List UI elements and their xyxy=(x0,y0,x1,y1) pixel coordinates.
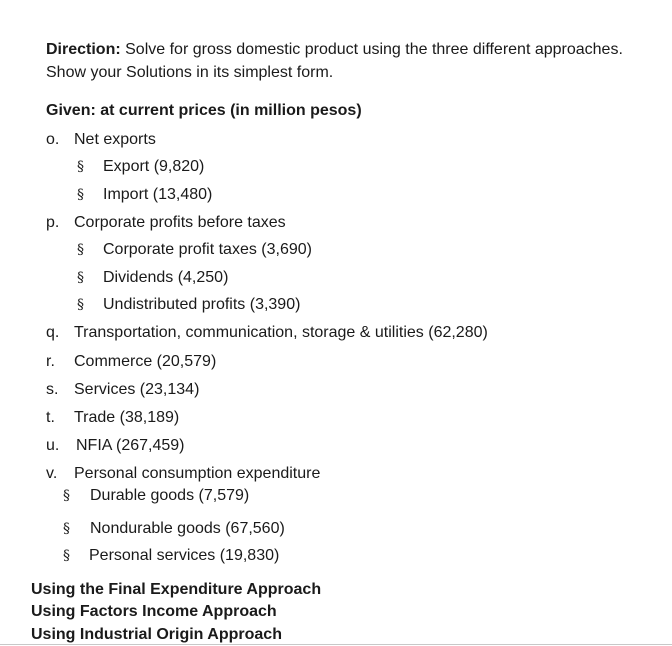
given-heading xyxy=(46,101,362,121)
section-bullet-icon: § xyxy=(77,187,84,203)
section-bullet-icon: § xyxy=(63,521,70,537)
item-label: Commerce (20,579) xyxy=(74,353,217,370)
section-bullet-icon: § xyxy=(77,159,84,175)
item-marker: s. xyxy=(46,381,59,398)
item-marker: o. xyxy=(46,131,60,148)
subitem-label: Export (9,820) xyxy=(103,158,205,175)
direction-text: Solve for gross domestic product using the three different approaches. xyxy=(125,41,623,58)
item-marker: t. xyxy=(46,409,55,426)
item-marker: q. xyxy=(46,324,60,341)
subitem-label: Dividends (4,250) xyxy=(103,269,229,286)
subitem-label: Personal services (19,830) xyxy=(89,547,280,564)
subitem-label: Durable goods (7,579) xyxy=(90,487,250,504)
section-bullet-icon: § xyxy=(63,488,70,504)
given-label: Given: xyxy=(46,102,96,119)
direction-line-1 xyxy=(46,40,623,60)
item-label: Personal consumption expenditure xyxy=(74,465,321,482)
section-bullet-icon: § xyxy=(77,297,84,313)
approach-heading: Using Industrial Origin Approach xyxy=(31,626,282,643)
item-label: NFIA (267,459) xyxy=(76,437,185,454)
section-bullet-icon: § xyxy=(63,548,70,564)
approach-heading: Using the Final Expenditure Approach xyxy=(31,581,322,598)
item-label: Trade (38,189) xyxy=(74,409,180,426)
subitem-label: Nondurable goods (67,560) xyxy=(90,520,285,537)
section-bullet-icon: § xyxy=(77,242,84,258)
item-label: Services (23,134) xyxy=(74,381,200,398)
item-label: Transportation, communication, storage & utilities (62,280) xyxy=(74,324,488,341)
approach-heading: Using Factors Income Approach xyxy=(31,603,277,620)
item-label: Net exports xyxy=(74,131,156,148)
item-marker: r. xyxy=(46,353,55,370)
item-marker: v. xyxy=(46,465,58,482)
item-marker: u. xyxy=(46,437,60,454)
given-text: at current prices (in million pesos) xyxy=(100,102,362,119)
direction-label: Direction: xyxy=(46,41,121,58)
item-label: Corporate profits before taxes xyxy=(74,214,286,231)
subitem-label: Corporate profit taxes (3,690) xyxy=(103,241,312,258)
subitem-label: Undistributed profits (3,390) xyxy=(103,296,301,313)
section-bullet-icon: § xyxy=(77,270,84,286)
direction-line-2: Show your Solutions in its simplest form. xyxy=(46,64,334,81)
page-bottom-rule xyxy=(0,644,672,645)
subitem-label: Import (13,480) xyxy=(103,186,213,203)
item-marker: p. xyxy=(46,214,60,231)
